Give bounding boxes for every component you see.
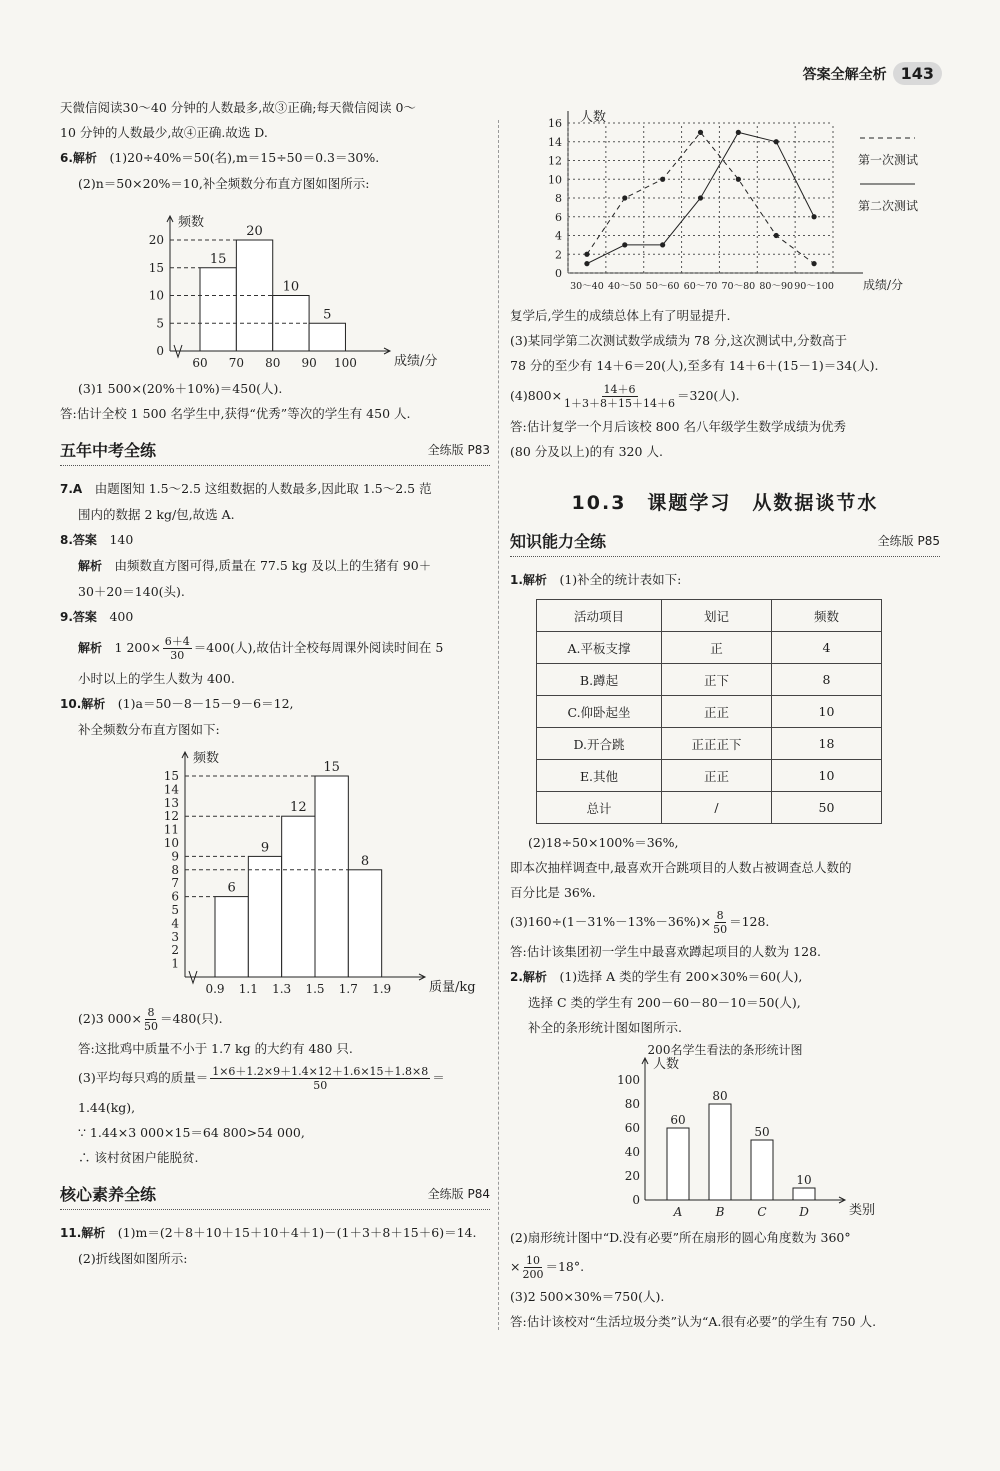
q10-line4: 答:这批鸡中质量不小于 1.7 kg 的大约有 480 只. bbox=[78, 1041, 353, 1056]
r-line1: 复学后,学生的成绩总体上有了明显提升. bbox=[510, 308, 731, 323]
q10-line6: 1.44(kg), bbox=[78, 1100, 136, 1115]
q10-label: 10.解析 bbox=[60, 697, 106, 711]
y-tick-label: 1 bbox=[171, 956, 179, 971]
bar bbox=[315, 776, 348, 977]
y-tick-label: 16 bbox=[548, 117, 562, 130]
table-row bbox=[537, 728, 882, 760]
q10-line1: (1)a＝50－8－15－9－6＝12, bbox=[117, 696, 294, 711]
q10-expr: (2)3 000× bbox=[78, 1011, 142, 1026]
x-tick-label: D bbox=[799, 1205, 809, 1219]
table-cell: B.蹲起 bbox=[537, 664, 662, 696]
numerator: 8 bbox=[147, 1006, 155, 1019]
q7-label: 7.A bbox=[60, 482, 83, 496]
y-tick-label: 60 bbox=[624, 1121, 640, 1135]
denominator: 30 bbox=[170, 649, 185, 662]
data-point bbox=[698, 130, 703, 135]
y-tick-label: 6 bbox=[171, 889, 179, 904]
q2-line4: (2)扇形统计图中“D.没有必要”所在扇形的圆心角度数为 360° bbox=[510, 1230, 851, 1245]
q11-label: 11.解析 bbox=[60, 1226, 106, 1240]
q6-line3: (3)1 500×(20%＋10%)＝450(人). bbox=[78, 381, 283, 396]
r-line5: 答:估计复学一个月后该校 800 名八年级学生数学成绩为优秀 bbox=[510, 419, 847, 434]
table-cell: 总计 bbox=[537, 792, 662, 824]
section-title: 核心素养全练 bbox=[60, 1185, 157, 1204]
fraction bbox=[564, 383, 675, 410]
y-tick-label: 20 bbox=[624, 1169, 640, 1183]
table-cell: 10 bbox=[772, 696, 882, 728]
r4-result: ＝320(人). bbox=[677, 388, 740, 403]
y-tick-label: 2 bbox=[171, 943, 179, 958]
x-tick-label: 100 bbox=[334, 356, 357, 370]
text-line: 天微信阅读30～40 分钟的人数最多,故③正确;每天微信阅读 0～ bbox=[60, 100, 416, 115]
table-row bbox=[537, 664, 882, 696]
table-cell: 正正 bbox=[662, 760, 772, 792]
q8-line1: 由频数直方图可得,质量在 77.5 kg 及以上的生猪有 90＋ bbox=[114, 558, 432, 573]
q2-line1: (1)选择 A 类的学生有 200×30%＝60(人), bbox=[559, 969, 803, 984]
section-header bbox=[60, 1182, 490, 1210]
bar bbox=[248, 856, 281, 977]
data-point bbox=[736, 130, 741, 135]
q8-line2: 30＋20＝140(头). bbox=[78, 584, 185, 599]
q2-line7: 答:估计该校对“生活垃圾分类”认为“A.很有必要”的学生有 750 人. bbox=[510, 1314, 877, 1329]
r-line2: (3)某同学第二次测试数学成绩为 78 分,这次测试中,分数高于 bbox=[510, 333, 848, 348]
chart-histogram-scores bbox=[90, 196, 490, 376]
q11-line2: (2)折线图如图所示: bbox=[78, 1251, 188, 1266]
q2-line2: 选择 C 类的学生有 200－60－80－10＝50(人), bbox=[528, 995, 801, 1010]
x-tick-label: 30～40 bbox=[570, 281, 604, 292]
q9-expr: 1 200× bbox=[114, 640, 161, 655]
fraction bbox=[144, 1006, 158, 1033]
bar-value-label: 50 bbox=[754, 1125, 770, 1139]
x-axis-label: 质量/kg bbox=[429, 980, 476, 995]
x-tick-label: A bbox=[673, 1205, 683, 1219]
bar-value-label: 9 bbox=[260, 840, 270, 856]
y-tick-label: 5 bbox=[171, 903, 179, 917]
x-tick-label: 1.5 bbox=[305, 982, 325, 996]
table-row bbox=[537, 760, 882, 792]
denominator: 200 bbox=[522, 1268, 544, 1281]
x-tick-label: 1.9 bbox=[372, 982, 392, 996]
section-ref: 全练版 P84 bbox=[427, 1187, 490, 1201]
bar bbox=[309, 323, 345, 351]
text-line bbox=[60, 145, 490, 171]
y-tick-label: 12 bbox=[548, 154, 562, 168]
x-axis-label: 成绩/分 bbox=[863, 278, 904, 292]
table-cell: 4 bbox=[772, 632, 882, 664]
q9-jiexi: 解析 bbox=[78, 641, 103, 655]
numerator: 14＋6 bbox=[603, 383, 636, 396]
chapter-title: 10.3 课题学习 从数据谈节水 bbox=[571, 492, 879, 514]
header-title: 答案全解全析 bbox=[802, 66, 887, 83]
y-tick-label: 80 bbox=[624, 1097, 640, 1111]
section-title: 五年中考全练 bbox=[60, 441, 157, 460]
section-ref: 全练版 P85 bbox=[877, 534, 940, 548]
x-tick-label: 1.3 bbox=[272, 982, 292, 996]
data-point bbox=[660, 177, 665, 182]
bar bbox=[709, 1104, 731, 1200]
bar-value-label: 80 bbox=[712, 1089, 728, 1103]
numerator: 1×6＋1.2×9＋1.4×12＋1.6×15＋1.8×8 bbox=[212, 1065, 429, 1078]
q9-result: ＝400(人),故估计全校每周课外阅读时间在 5 bbox=[193, 640, 444, 655]
page-header bbox=[803, 62, 942, 85]
x-tick-label: 1.1 bbox=[238, 982, 258, 996]
y-tick-label: 100 bbox=[617, 1073, 640, 1087]
bar-value-label: 60 bbox=[670, 1113, 686, 1127]
x-tick-label: C bbox=[757, 1205, 767, 1219]
x-tick-label: 80 bbox=[265, 356, 281, 370]
y-axis-label: 人数 bbox=[653, 1057, 680, 1072]
bar-value-label: 15 bbox=[323, 760, 340, 775]
q10-result: ＝480(只). bbox=[159, 1011, 223, 1026]
page-number: 143 bbox=[893, 62, 942, 85]
q6-line1: (1)20÷40%＝50(名),m＝15÷50＝0.3＝30%. bbox=[109, 150, 380, 165]
bar bbox=[793, 1188, 815, 1200]
data-point bbox=[584, 252, 589, 257]
y-tick-label: 8 bbox=[555, 192, 562, 205]
q6-label: 6.解析 bbox=[60, 151, 97, 165]
y-axis-label: 频数 bbox=[178, 215, 205, 230]
x-tick-label: 90 bbox=[301, 356, 317, 370]
text-line: 10 分钟的人数最少,故④正确.故选 D. bbox=[60, 125, 268, 140]
q8-label: 8.答案 bbox=[60, 533, 97, 547]
q10-line8: ∴ 该村贫困户能脱贫. bbox=[78, 1150, 199, 1165]
bar bbox=[200, 268, 236, 351]
data-point bbox=[622, 242, 627, 247]
y-tick-label: 15 bbox=[148, 260, 164, 275]
y-tick-label: 9 bbox=[171, 849, 179, 864]
section-header bbox=[510, 529, 940, 557]
y-tick-label: 0 bbox=[555, 267, 562, 280]
legend-label: 第二次测试 bbox=[858, 199, 919, 213]
y-tick-label: 4 bbox=[171, 916, 179, 931]
x-axis-label: 类别 bbox=[849, 1203, 876, 1218]
table-cell: 正正正下 bbox=[662, 728, 772, 760]
y-tick-label: 6 bbox=[555, 210, 562, 224]
data-point bbox=[622, 195, 627, 200]
q2-label: 2.解析 bbox=[510, 970, 547, 984]
table-cell: 50 bbox=[772, 792, 882, 824]
r-line3: 78 分的至少有 14＋6＝20(人),至多有 14＋6＋(15－1)＝34(人). bbox=[510, 358, 879, 373]
denominator: 50 bbox=[713, 923, 728, 936]
y-tick-label: 8 bbox=[171, 862, 179, 877]
chart-histogram-weights bbox=[90, 742, 490, 1002]
q8-jiexi: 解析 bbox=[78, 559, 103, 573]
y-tick-label: 20 bbox=[148, 233, 164, 247]
q10-avg-label: (3)平均每只鸡的质量＝ bbox=[78, 1070, 209, 1085]
table-row bbox=[537, 632, 882, 664]
q9-label: 9.答案 bbox=[60, 610, 97, 624]
table-header-row bbox=[537, 600, 882, 632]
q6-line2: (2)n＝50×20%＝10,补全频数分布直方图如图所示: bbox=[78, 176, 370, 191]
q2-line6: (3)2 500×30%＝750(人). bbox=[510, 1289, 665, 1304]
right-column bbox=[510, 108, 940, 1334]
q2-expr: × bbox=[510, 1259, 521, 1274]
q1-line3: 即本次抽样调查中,最喜欢开合跳项目的人数占被调查总人数的 bbox=[510, 860, 852, 875]
x-tick-label: 60 bbox=[192, 356, 208, 370]
table-cell: A.平板支撑 bbox=[537, 632, 662, 664]
q1-line2: (2)18÷50×100%＝36%, bbox=[528, 835, 679, 850]
bar-value-label: 10 bbox=[282, 279, 300, 295]
bar-value-label: 5 bbox=[323, 307, 332, 323]
y-tick-label: 2 bbox=[555, 248, 562, 262]
legend-label: 第一次测试 bbox=[858, 153, 919, 167]
table-cell: 正正 bbox=[662, 696, 772, 728]
data-point bbox=[774, 139, 779, 144]
q8-answer: 140 bbox=[109, 532, 134, 547]
equals: ＝ bbox=[432, 1070, 445, 1085]
y-tick-label: 0 bbox=[632, 1193, 640, 1207]
table-header: 划记 bbox=[662, 600, 772, 632]
table-header: 频数 bbox=[772, 600, 882, 632]
data-point bbox=[584, 261, 589, 266]
y-tick-label: 15 bbox=[163, 769, 179, 783]
chart-bar-categories bbox=[510, 1040, 940, 1225]
q6-line4: 答:估计全校 1 500 名学生中,获得“优秀”等次的学生有 450 人. bbox=[60, 406, 411, 421]
y-tick-label: 14 bbox=[163, 782, 179, 797]
x-tick-label: 70 bbox=[228, 356, 245, 370]
denominator: 50 bbox=[143, 1020, 158, 1033]
chart-line-tests bbox=[510, 108, 940, 303]
q1-line6: 答:估计该集团初一学生中最喜欢蹲起项目的人数为 128. bbox=[510, 944, 822, 959]
table-cell: D.开合跳 bbox=[537, 728, 662, 760]
section-header bbox=[60, 438, 490, 466]
y-axis-label: 人数 bbox=[580, 110, 607, 125]
denominator: 50 bbox=[313, 1079, 328, 1092]
bar-value-label: 6 bbox=[227, 880, 236, 896]
y-axis-label: 频数 bbox=[193, 751, 220, 766]
x-tick-label: B bbox=[715, 1205, 725, 1219]
left-column bbox=[60, 95, 490, 1271]
q1-line4: 百分比是 36%. bbox=[510, 885, 596, 900]
y-tick-label: 3 bbox=[171, 929, 179, 944]
table-cell: C.仰卧起坐 bbox=[537, 696, 662, 728]
table-header: 活动项目 bbox=[537, 600, 662, 632]
data-point bbox=[811, 214, 816, 219]
bar-value-label: 12 bbox=[290, 800, 307, 816]
x-axis-label: 成绩/分 bbox=[394, 354, 438, 369]
data-point bbox=[774, 233, 779, 238]
q2-line3: 补全的条形统计图如图所示. bbox=[528, 1020, 682, 1035]
q7-line1: 由题图知 1.5～2.5 这组数据的人数最多,因此取 1.5～2.5 范 bbox=[94, 481, 432, 496]
x-tick-label: 90～100 bbox=[794, 281, 834, 292]
table-cell: 正 bbox=[662, 632, 772, 664]
x-tick-label: 60～70 bbox=[683, 281, 718, 292]
numerator: 10 bbox=[525, 1254, 540, 1267]
y-tick-label: 10 bbox=[148, 288, 164, 303]
fraction bbox=[163, 635, 192, 662]
x-tick-label: 80～90 bbox=[759, 281, 794, 292]
table-row bbox=[537, 792, 882, 824]
y-tick-label: 10 bbox=[548, 173, 562, 187]
bar bbox=[282, 816, 315, 977]
numerator: 8 bbox=[716, 909, 724, 922]
table-cell: 正下 bbox=[662, 664, 772, 696]
x-tick-label: 50～60 bbox=[645, 281, 680, 292]
section-ref: 全练版 P83 bbox=[427, 443, 490, 457]
numerator: 6＋4 bbox=[164, 635, 190, 648]
bar bbox=[215, 897, 248, 977]
q10-line2: 补全频数分布直方图如下: bbox=[78, 722, 220, 737]
y-tick-label: 11 bbox=[163, 822, 179, 837]
fraction bbox=[713, 909, 727, 936]
data-point bbox=[698, 195, 703, 200]
chart-title: 200名学生看法的条形统计图 bbox=[647, 1043, 803, 1057]
x-tick-label: 40～50 bbox=[607, 281, 642, 292]
bar-value-label: 10 bbox=[796, 1173, 812, 1187]
q10-line7: ∵ 1.44×3 000×15＝64 800>54 000, bbox=[78, 1125, 305, 1140]
denominator: 1＋3＋8＋15＋14＋6 bbox=[564, 397, 676, 410]
bar-value-label: 20 bbox=[246, 224, 263, 239]
q7-line2: 围内的数据 2 kg/包,故选 A. bbox=[78, 507, 235, 522]
y-tick-label: 0 bbox=[156, 344, 164, 358]
y-tick-label: 40 bbox=[624, 1145, 640, 1159]
q2-result: ＝18°. bbox=[545, 1259, 585, 1274]
data-point bbox=[736, 177, 741, 182]
bar bbox=[348, 870, 381, 977]
q11-line1: (1)m＝(2＋8＋10＋15＋10＋4＋1)－(1＋3＋8＋15＋6)＝14. bbox=[117, 1225, 477, 1240]
q1-expr: (3)160÷(1－31%－13%－36%)× bbox=[510, 914, 712, 929]
r4-expr: (4)800× bbox=[510, 388, 563, 403]
y-tick-label: 5 bbox=[156, 316, 164, 331]
x-tick-label: 0.9 bbox=[205, 982, 225, 996]
bar bbox=[751, 1140, 773, 1200]
stats-table bbox=[536, 599, 882, 824]
q9-answer: 400 bbox=[109, 609, 134, 624]
r-line6: (80 分及以上)的有 320 人. bbox=[510, 444, 663, 459]
q1-label: 1.解析 bbox=[510, 573, 547, 587]
column-divider bbox=[498, 120, 499, 1330]
bar-value-label: 8 bbox=[360, 853, 370, 869]
q9-line2: 小时以上的学生人数为 400. bbox=[78, 671, 235, 686]
table-cell: 8 bbox=[772, 664, 882, 696]
table-cell: E.其他 bbox=[537, 760, 662, 792]
table-cell: / bbox=[662, 792, 772, 824]
y-tick-label: 7 bbox=[171, 876, 179, 891]
fraction bbox=[210, 1065, 430, 1092]
table-row bbox=[537, 696, 882, 728]
y-tick-label: 10 bbox=[163, 836, 179, 850]
section-title: 知识能力全练 bbox=[510, 532, 607, 551]
table-cell: 18 bbox=[772, 728, 882, 760]
table-cell: 10 bbox=[772, 760, 882, 792]
q1-result: ＝128. bbox=[729, 914, 770, 929]
y-tick-label: 13 bbox=[163, 795, 179, 810]
q1-line1: (1)补全的统计表如下: bbox=[559, 572, 682, 587]
x-tick-label: 70～80 bbox=[721, 281, 756, 292]
y-tick-label: 12 bbox=[163, 809, 179, 824]
data-point bbox=[811, 261, 816, 266]
y-tick-label: 14 bbox=[548, 135, 562, 149]
data-point bbox=[660, 242, 665, 247]
bar-value-label: 15 bbox=[209, 251, 227, 267]
x-tick-label: 1.7 bbox=[338, 982, 358, 996]
bar bbox=[667, 1128, 689, 1200]
fraction bbox=[522, 1254, 543, 1281]
y-tick-label: 4 bbox=[555, 229, 562, 243]
